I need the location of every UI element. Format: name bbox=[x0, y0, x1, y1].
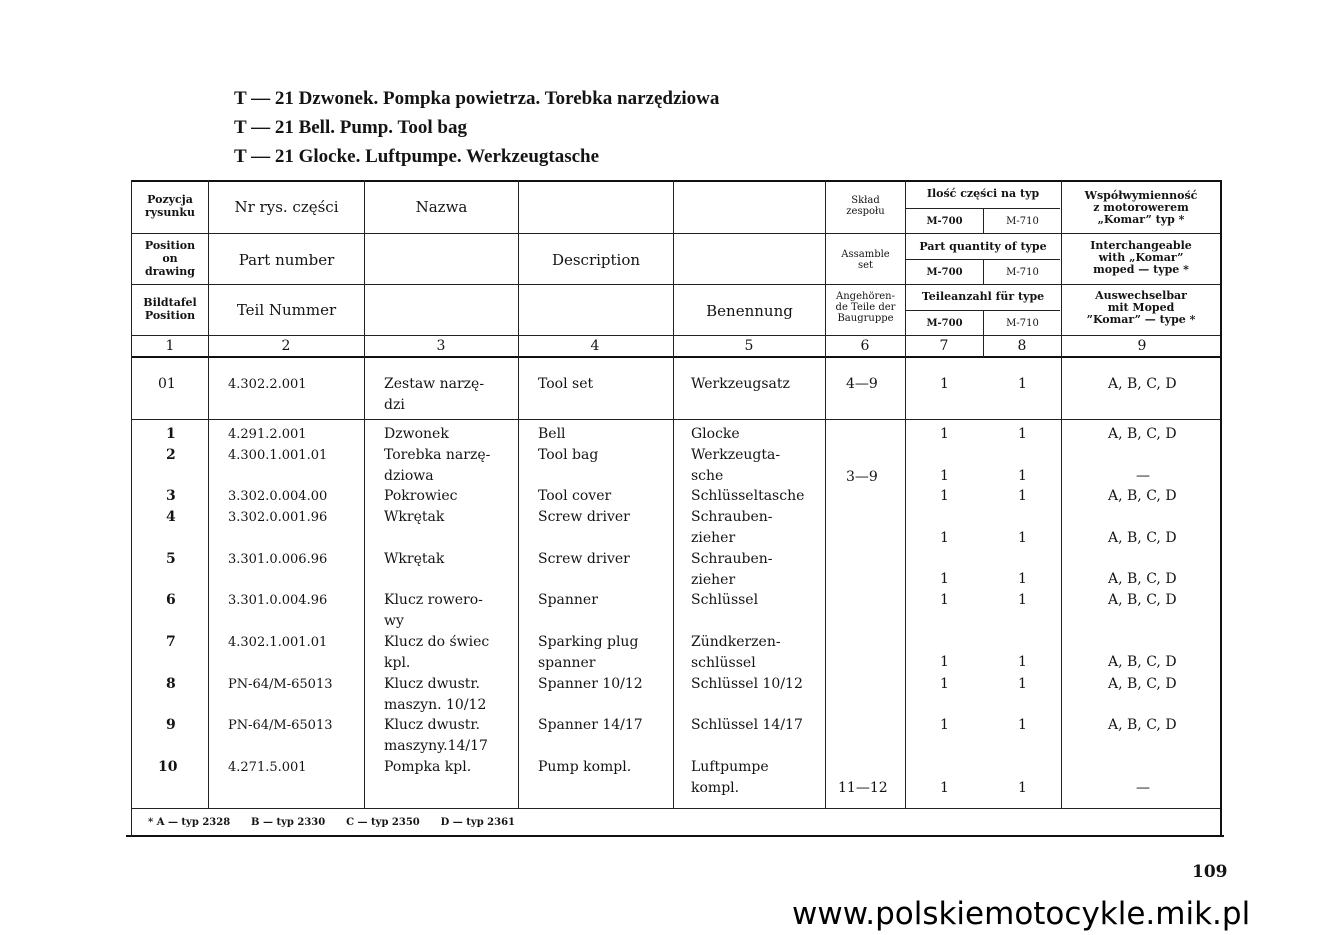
cell-part-number: 4.302.1.001.01 bbox=[228, 635, 328, 650]
cell-qty-m710: 1 bbox=[1018, 571, 1027, 587]
cell-position: 8 bbox=[166, 676, 176, 692]
col-number: 3 bbox=[436, 338, 446, 354]
col-number: 8 bbox=[1017, 338, 1027, 354]
cell-qty-m710: 1 bbox=[1018, 717, 1027, 733]
col-number: 4 bbox=[590, 338, 600, 354]
hdr-m710-pl: M-710 bbox=[1006, 216, 1039, 227]
hdr-qty-pl: Ilość części na typ bbox=[926, 187, 1040, 200]
hdr-part-de: Teil Nummer bbox=[236, 301, 337, 319]
cell-name-pl: Wkrętak bbox=[384, 509, 445, 525]
cell-name-pl: Klucz do świec kpl. bbox=[384, 634, 490, 671]
cell-part-number: 3.301.0.004.96 bbox=[228, 593, 328, 608]
cell-qty-m700: 1 bbox=[940, 376, 949, 392]
cell-position: 6 bbox=[166, 592, 176, 608]
hdr-m710-en: M-710 bbox=[1006, 267, 1039, 278]
cell-benennung-de: Schlüssel bbox=[691, 592, 759, 608]
cell-description-en: Screw driver bbox=[538, 509, 630, 525]
footnote: * A — typ 2328 B — typ 2330 C — typ 2350 D — typ 2361 bbox=[148, 817, 516, 828]
cell-komar: — bbox=[1136, 468, 1150, 484]
cell-position: 5 bbox=[166, 551, 176, 567]
cell-description-en: Spanner 14/17 bbox=[538, 717, 643, 733]
hdr-position-de: Bildtafel Position bbox=[143, 296, 197, 322]
col-number: 9 bbox=[1137, 338, 1147, 354]
cell-benennung-de: Schlüssel 14/17 bbox=[691, 717, 803, 733]
title-pl: T — 21 Dzwonek. Pompka powietrza. Torebka narzędziowa bbox=[234, 88, 720, 109]
cell-description-en: Sparking plug spanner bbox=[538, 634, 639, 671]
hdr-set-pl: Skład zespołu bbox=[846, 195, 885, 217]
cell-position: 4 bbox=[166, 509, 176, 525]
col-number: 2 bbox=[281, 338, 291, 354]
cell-name-pl: Klucz dwustr. maszyny.14/17 bbox=[384, 717, 488, 754]
title-de: T — 21 Glocke. Luftpumpe. Werkzeugtasche bbox=[234, 146, 600, 167]
hdr-m700-en: M-700 bbox=[926, 267, 963, 278]
cell-komar: A, B, C, D bbox=[1108, 376, 1177, 392]
cell-benennung-de: Schrauben- zieher bbox=[691, 551, 773, 588]
cell-description-en: Screw driver bbox=[538, 551, 630, 567]
cell-description-en: Spanner 10/12 bbox=[538, 676, 643, 692]
cell-komar: A, B, C, D bbox=[1108, 654, 1177, 670]
hdr-qty-de: Teileanzahl für type bbox=[921, 290, 1045, 303]
cell-name-pl: Klucz rowero- wy bbox=[384, 592, 483, 629]
cell-part-number: PN-64/M-65013 bbox=[228, 677, 333, 692]
hdr-position-pl: Pozycja rysunku bbox=[145, 193, 195, 219]
cell-name-pl: Dzwonek bbox=[384, 426, 449, 442]
hdr-m700-pl: M-700 bbox=[926, 216, 963, 227]
cell-komar: A, B, C, D bbox=[1108, 530, 1177, 546]
cell-qty-m710: 1 bbox=[1018, 676, 1027, 692]
cell-qty-m710: 1 bbox=[1018, 654, 1027, 670]
cell-qty-m700: 1 bbox=[940, 571, 949, 587]
hdr-interchange-pl: Współwymienność z motorowerem „Komar” typ * bbox=[1084, 189, 1198, 226]
cell-qty-m700: 1 bbox=[940, 780, 949, 796]
col-number: 1 bbox=[165, 338, 175, 354]
cell-part-number: 4.300.1.001.01 bbox=[228, 448, 328, 463]
cell-qty-m710: 1 bbox=[1018, 530, 1027, 546]
page-number: 109 bbox=[1192, 862, 1228, 882]
cell-benennung-de: Schlüssel 10/12 bbox=[691, 676, 803, 692]
cell-qty-m700: 1 bbox=[940, 530, 949, 546]
hdr-interchange-en: Interchangeable with „Komar” moped — type * bbox=[1090, 239, 1192, 276]
cell-position: 7 bbox=[166, 634, 176, 650]
hdr-part-pl: Nr rys. części bbox=[234, 198, 339, 216]
cell-name-pl: Pokrowiec bbox=[384, 488, 458, 504]
cell-qty-m700: 1 bbox=[940, 468, 949, 484]
cell-name-pl: Torebka narzę- dziowa bbox=[384, 447, 491, 484]
cell-komar: A, B, C, D bbox=[1108, 592, 1177, 608]
cell-komar: — bbox=[1136, 780, 1150, 796]
cell-qty-m710: 1 bbox=[1018, 468, 1027, 484]
cell-benennung-de: Zündkerzen- schlüssel bbox=[691, 634, 781, 671]
cell-komar: A, B, C, D bbox=[1108, 571, 1177, 587]
cell-qty-m710: 1 bbox=[1018, 592, 1027, 608]
col-number: 6 bbox=[860, 338, 870, 354]
cell-part-number: 4.302.2.001 bbox=[228, 377, 307, 392]
hdr-m700-de: M-700 bbox=[926, 318, 963, 329]
cell-description-en: Tool set bbox=[538, 376, 594, 392]
cell-position: 10 bbox=[158, 759, 178, 775]
cell-qty-m710: 1 bbox=[1018, 780, 1027, 796]
title-en: T — 21 Bell. Pump. Tool bag bbox=[234, 117, 467, 138]
cell-position: 1 bbox=[166, 426, 176, 442]
cell-komar: A, B, C, D bbox=[1108, 676, 1177, 692]
cell-part-number: 3.302.0.001.96 bbox=[228, 510, 328, 525]
cell-position: 3 bbox=[166, 488, 176, 504]
cell-benennung-de: Glocke bbox=[691, 426, 740, 442]
cell-qty-m710: 1 bbox=[1018, 376, 1027, 392]
cell-description-en: Pump kompl. bbox=[538, 759, 632, 775]
col-number: 7 bbox=[939, 338, 949, 354]
hdr-position-en: Position on drawing bbox=[144, 239, 196, 278]
cell-benennung-de: Schrauben- zieher bbox=[691, 509, 773, 546]
cell-name-pl: Klucz dwustr. maszyn. 10/12 bbox=[384, 676, 487, 713]
hdr-qty-en: Part quantity of type bbox=[919, 240, 1047, 253]
cell-qty-m710: 1 bbox=[1018, 488, 1027, 504]
cell-part-number: 3.301.0.006.96 bbox=[228, 552, 328, 567]
cell-description-en: Spanner bbox=[538, 592, 598, 608]
cell-qty-m700: 1 bbox=[940, 676, 949, 692]
cell-benennung-de: Werkzeugta- sche bbox=[691, 447, 781, 484]
cell-benennung-de: Schlüsseltasche bbox=[691, 488, 805, 504]
cell-part-number: PN-64/M-65013 bbox=[228, 718, 333, 733]
cell-position: 2 bbox=[166, 447, 176, 463]
cell-benennung-de: Luftpumpe kompl. bbox=[691, 759, 769, 796]
cell-position: 9 bbox=[166, 717, 176, 733]
hdr-interchange-de: Auswechselbar mit Moped ”Komar” — type * bbox=[1086, 289, 1196, 326]
cell-komar: A, B, C, D bbox=[1108, 717, 1177, 733]
cell-part-number: 3.302.0.004.00 bbox=[228, 489, 328, 504]
cell-part-number: 4.271.5.001 bbox=[228, 760, 307, 775]
cell-benennung-de: Werkzeugsatz bbox=[691, 376, 790, 392]
hdr-part-en: Part number bbox=[238, 251, 335, 269]
hdr-set-de: Angehören- de Teile der Baugruppe bbox=[835, 291, 896, 324]
watermark: www.polskiemotocykle.mik.pl bbox=[792, 896, 1251, 932]
cell-set: 4—9 bbox=[846, 376, 878, 392]
cell-name-pl: Wkrętak bbox=[384, 551, 445, 567]
hdr-name-pl: Nazwa bbox=[415, 198, 468, 216]
cell-description-en: Tool bag bbox=[538, 447, 599, 463]
cell-qty-m710: 1 bbox=[1018, 426, 1027, 442]
cell-qty-m700: 1 bbox=[940, 592, 949, 608]
cell-name-pl: Zestaw narzę- dzi bbox=[384, 376, 485, 413]
cell-komar: A, B, C, D bbox=[1108, 488, 1177, 504]
cell-set-group: 11—12 bbox=[838, 780, 888, 796]
cell-qty-m700: 1 bbox=[940, 654, 949, 670]
hdr-description-en: Description bbox=[551, 251, 641, 269]
cell-description-en: Bell bbox=[538, 426, 566, 442]
cell-description-en: Tool cover bbox=[538, 488, 612, 504]
cell-name-pl: Pompka kpl. bbox=[384, 759, 472, 775]
cell-set-group: 3—9 bbox=[846, 469, 878, 485]
col-number: 5 bbox=[744, 338, 754, 354]
cell-qty-m700: 1 bbox=[940, 488, 949, 504]
cell-part-number: 4.291.2.001 bbox=[228, 427, 307, 442]
cell-qty-m700: 1 bbox=[940, 426, 949, 442]
hdr-set-en: Assamble set bbox=[841, 249, 890, 271]
cell-qty-m700: 1 bbox=[940, 717, 949, 733]
hdr-benennung-de: Benennung bbox=[706, 302, 793, 320]
cell-position: 01 bbox=[158, 376, 176, 392]
hdr-m710-de: M-710 bbox=[1006, 318, 1039, 329]
cell-komar: A, B, C, D bbox=[1108, 426, 1177, 442]
